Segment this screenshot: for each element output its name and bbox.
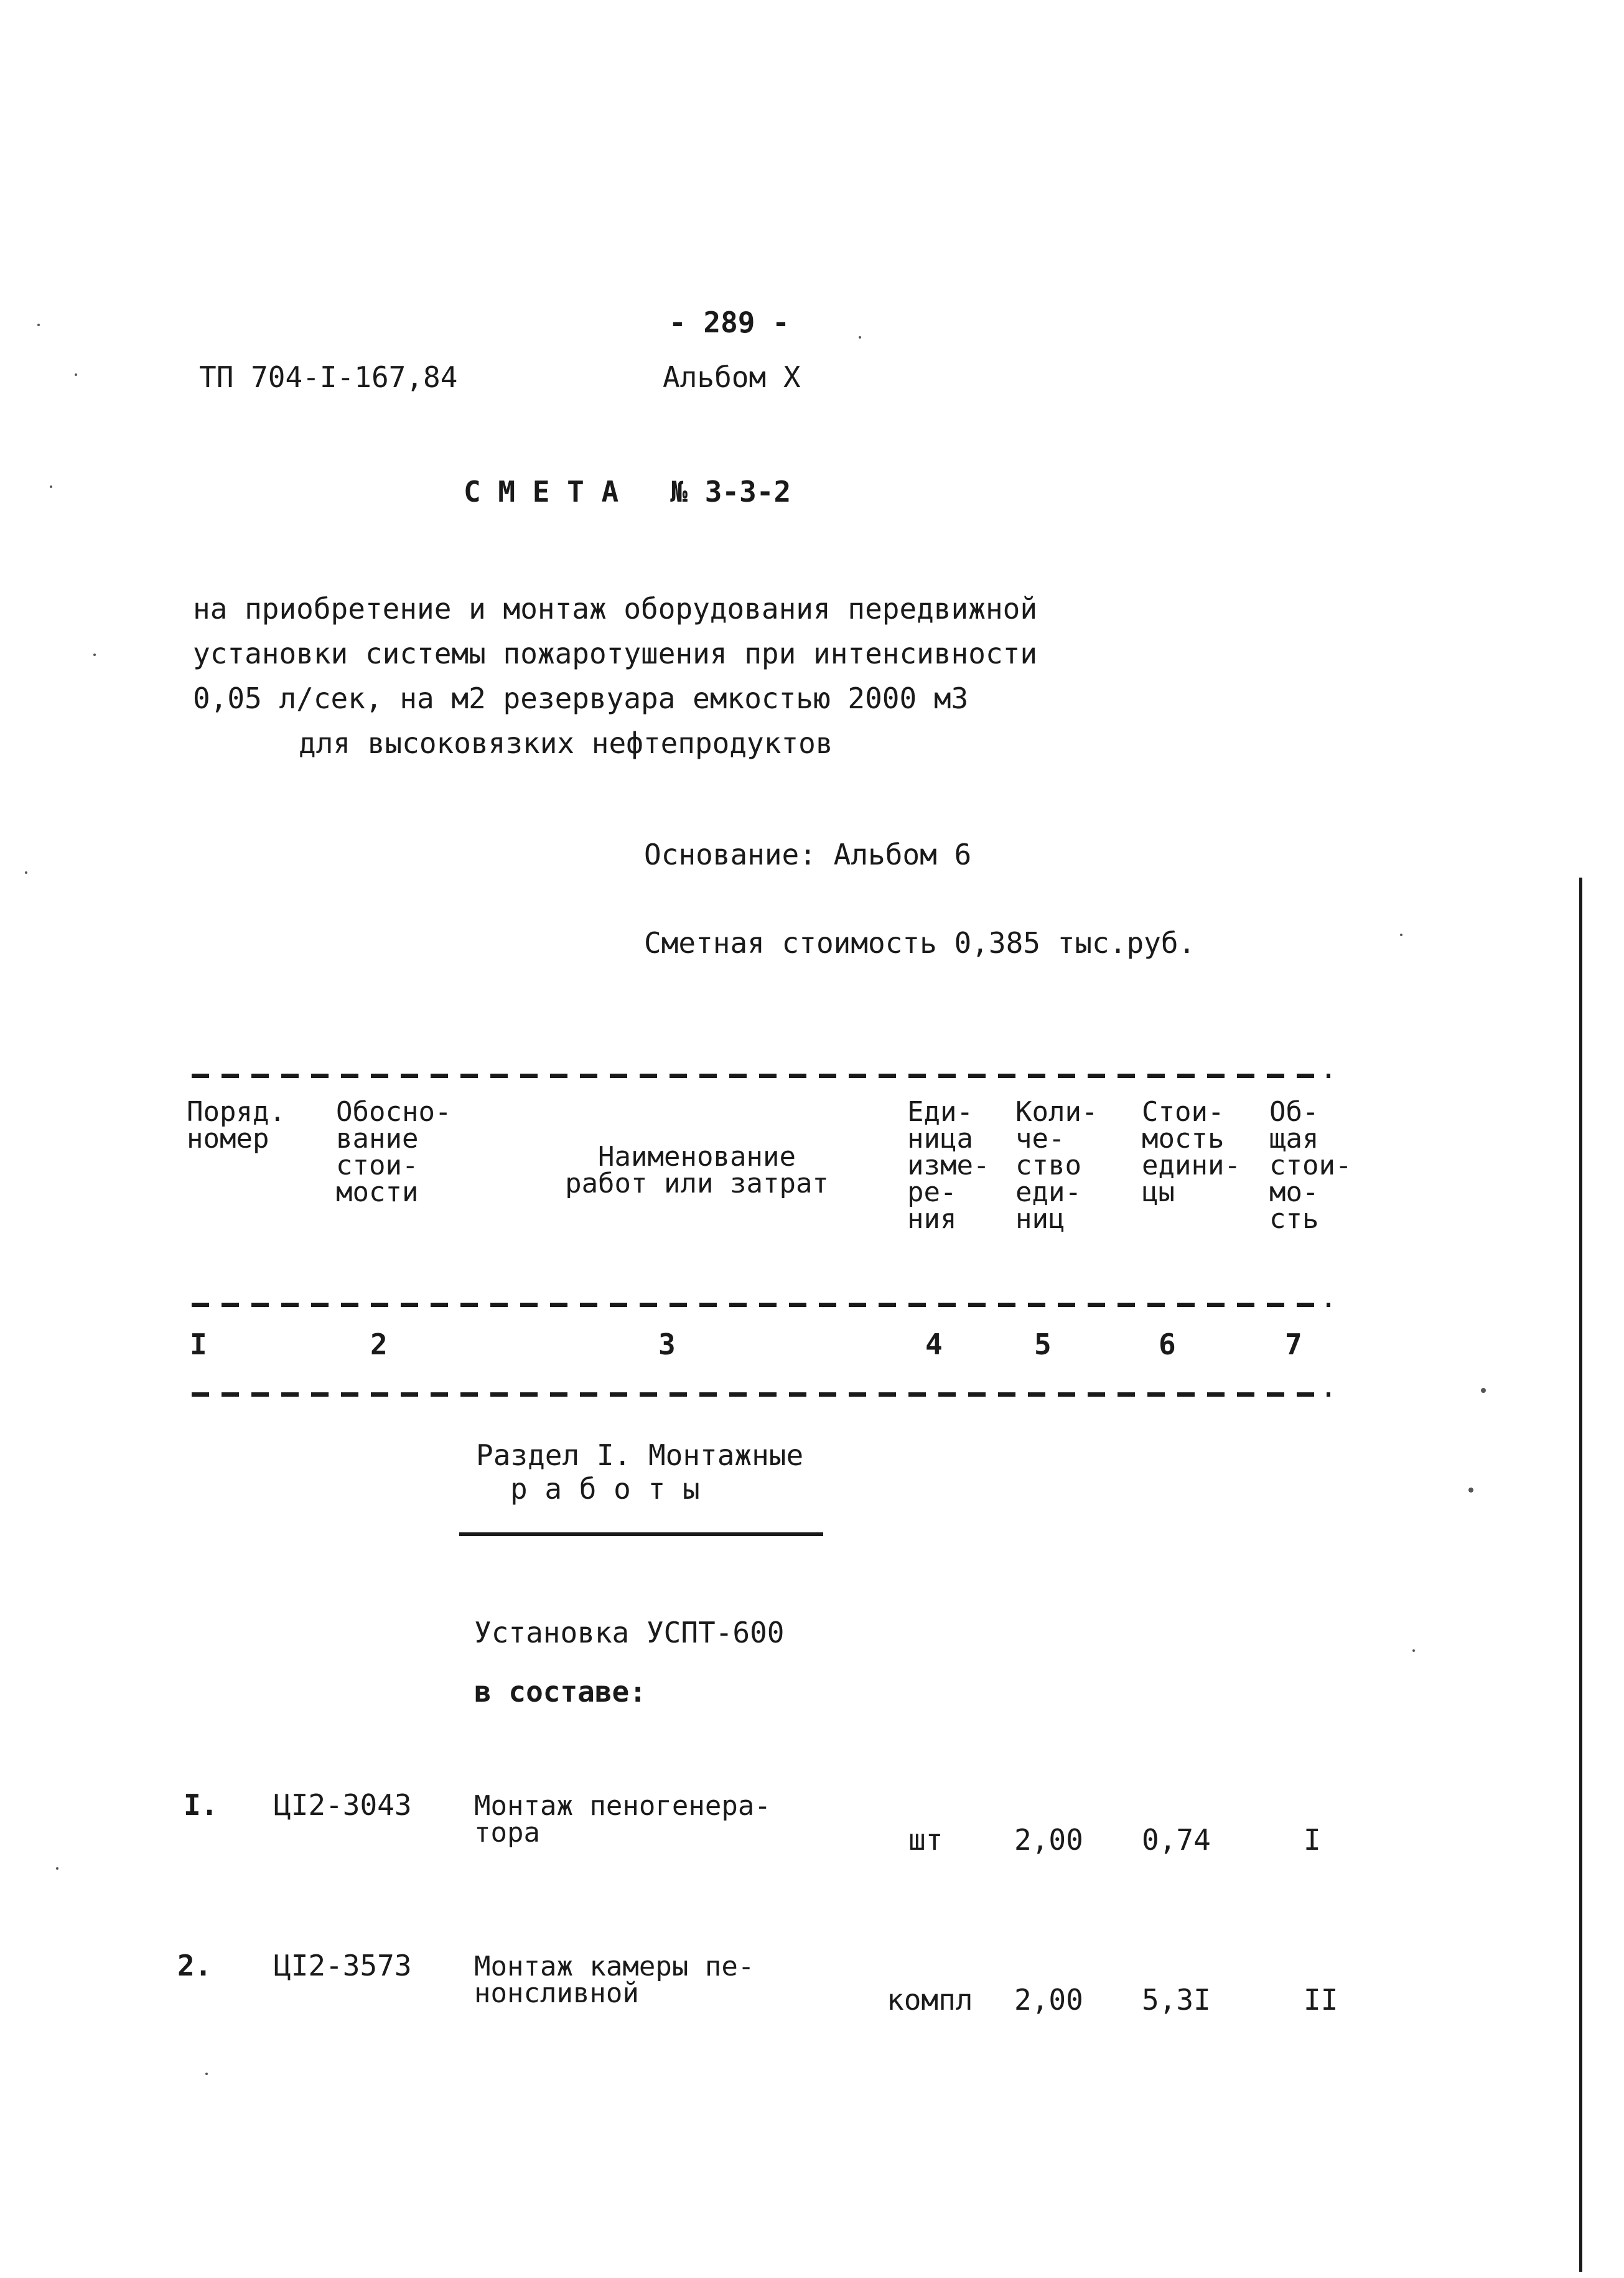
row-qty: 2,00 — [1014, 1823, 1083, 1857]
column-number: 7 — [1285, 1328, 1302, 1361]
row-code: ЦI2-3573 — [274, 1949, 412, 1982]
table-rule-numbers-bottom — [192, 1392, 1330, 1397]
basis-text: Основание: Альбом 6 — [644, 838, 972, 871]
column-header: Еди- ница изме- ре- ния — [907, 1096, 990, 1235]
column-number: 6 — [1159, 1328, 1176, 1361]
column-header: Об- щая стои- мо- сть — [1269, 1096, 1352, 1235]
column-header: Коли- че- ство еди- ниц — [1015, 1096, 1098, 1235]
column-header: Стои- мость едини- цы — [1142, 1096, 1241, 1208]
section-title-sub: р а б о т ы — [510, 1472, 700, 1506]
section-underline — [459, 1532, 823, 1536]
column-number: 3 — [658, 1328, 676, 1361]
subtitle-line: на приобретение и монтаж оборудования передвижной — [193, 592, 1038, 626]
group-subtitle: в составе: — [474, 1675, 646, 1708]
page-edge-line — [1579, 878, 1582, 2272]
estimated-cost: Сметная стоимость 0,385 тыс.руб. — [644, 926, 1196, 960]
row-name: Монтаж пеногенера- тора — [474, 1790, 771, 1849]
row-total: II — [1304, 1983, 1338, 2017]
column-header: Поряд. номер — [187, 1096, 286, 1155]
row-unit: компл — [887, 1983, 973, 2017]
column-header: Наименование работ или затрат — [565, 1141, 829, 1199]
group-title: Установка УСПТ-600 — [474, 1616, 785, 1649]
row-qty: 2,00 — [1014, 1983, 1083, 2017]
column-header: Обосно- вание стои- мости — [336, 1096, 452, 1208]
row-name: Монтаж камеры пе- нонсливной — [474, 1951, 755, 2009]
subtitle-line: установки системы пожаротушения при интенсивности — [193, 637, 1038, 670]
row-unit-cost: 0,74 — [1142, 1823, 1211, 1857]
subtitle-line: для высоковязких нефтепродуктов — [299, 726, 833, 760]
row-total: I — [1304, 1823, 1321, 1857]
row-number: 2. — [177, 1949, 212, 1982]
table-rule-header-bottom — [192, 1303, 1330, 1307]
document-title: С М Е Т А № 3-3-2 — [464, 475, 791, 509]
page-number: - 289 - — [669, 306, 790, 339]
row-unit-cost: 5,3I — [1142, 1983, 1211, 2017]
row-number: I. — [184, 1788, 218, 1822]
column-number: 5 — [1034, 1328, 1052, 1361]
table-rule-top — [192, 1074, 1330, 1078]
row-code: ЦI2-3043 — [274, 1788, 412, 1822]
column-number: 2 — [370, 1328, 388, 1361]
album-label: Альбом X — [663, 360, 801, 394]
section-title: Раздел I. Монтажные — [476, 1438, 804, 1472]
column-number: 4 — [925, 1328, 943, 1361]
document-code: ТП 704-I-167,84 — [199, 360, 458, 394]
subtitle-line: 0,05 л/сек, на м2 резервуара емкостью 2000 м3 — [193, 682, 969, 715]
column-number: I — [190, 1328, 207, 1361]
row-unit: шт — [908, 1823, 943, 1857]
